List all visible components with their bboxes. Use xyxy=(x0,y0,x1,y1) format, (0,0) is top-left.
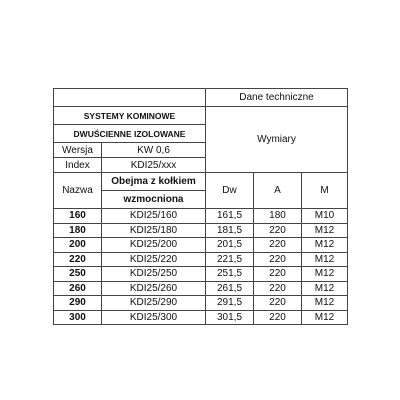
wymiary-header: Wymiary xyxy=(206,107,348,173)
row-kod: KDI25/260 xyxy=(102,281,206,296)
row-nazwa: 260 xyxy=(54,281,102,296)
obejma-header-line1: Obejma z kołkiem xyxy=(102,173,206,191)
table-row xyxy=(54,209,348,224)
row-a: 220 xyxy=(254,296,302,311)
blank-header-cell xyxy=(54,89,206,107)
row-nazwa: 220 xyxy=(54,252,102,267)
row-dw: 301,5 xyxy=(206,310,254,325)
dw-header: Dw xyxy=(206,173,254,209)
row-kod: KDI25/300 xyxy=(102,310,206,325)
row-kod: KDI25/200 xyxy=(102,238,206,253)
row-dw: 261,5 xyxy=(206,281,254,296)
table-row xyxy=(54,223,348,238)
row-a: 180 xyxy=(254,209,302,224)
table-row xyxy=(54,238,348,253)
row-kod: KDI25/180 xyxy=(102,223,206,238)
row-dw: 161,5 xyxy=(206,209,254,224)
row-nazwa: 290 xyxy=(54,296,102,311)
row-a: 220 xyxy=(254,238,302,253)
wersja-label: Wersja xyxy=(54,143,102,158)
row-a: 220 xyxy=(254,310,302,325)
row-nazwa: 250 xyxy=(54,267,102,282)
table-row xyxy=(54,281,348,296)
row-kod: KDI25/290 xyxy=(102,296,206,311)
row-a: 220 xyxy=(254,267,302,282)
row-kod: KDI25/250 xyxy=(102,267,206,282)
obejma-header-line2: wzmocniona xyxy=(102,191,206,209)
row-m: M12 xyxy=(302,281,348,296)
wersja-value: KW 0,6 xyxy=(102,143,206,158)
nazwa-header: Nazwa xyxy=(54,173,102,209)
table-row xyxy=(54,310,348,325)
index-label: Index xyxy=(54,158,102,173)
dane-techniczne-header: Dane techniczne xyxy=(206,89,348,107)
row-dw: 221,5 xyxy=(206,252,254,267)
row-nazwa: 200 xyxy=(54,238,102,253)
table-row xyxy=(54,252,348,267)
row-m: M12 xyxy=(302,238,348,253)
table-row xyxy=(54,267,348,282)
row-dw: 291,5 xyxy=(206,296,254,311)
row-m: M12 xyxy=(302,223,348,238)
row-a: 220 xyxy=(254,252,302,267)
row-a: 220 xyxy=(254,223,302,238)
table-row xyxy=(54,296,348,311)
systemy-kominowe-header: SYSTEMY KOMINOWE xyxy=(54,107,206,125)
row-kod: KDI25/160 xyxy=(102,209,206,224)
row-nazwa: 300 xyxy=(54,310,102,325)
row-m: M10 xyxy=(302,209,348,224)
technical-data-table xyxy=(53,88,348,325)
index-value: KDI25/xxx xyxy=(102,158,206,173)
dwuscienne-izolowane-header: DWUŚCIENNE IZOLOWANE xyxy=(54,125,206,143)
row-m: M12 xyxy=(302,310,348,325)
row-kod: KDI25/220 xyxy=(102,252,206,267)
row-dw: 181,5 xyxy=(206,223,254,238)
m-header: M xyxy=(302,173,348,209)
row-a: 220 xyxy=(254,281,302,296)
row-m: M12 xyxy=(302,267,348,282)
row-dw: 251,5 xyxy=(206,267,254,282)
row-nazwa: 160 xyxy=(54,209,102,224)
row-m: M12 xyxy=(302,252,348,267)
row-dw: 201,5 xyxy=(206,238,254,253)
a-header: A xyxy=(254,173,302,209)
row-nazwa: 180 xyxy=(54,223,102,238)
row-m: M12 xyxy=(302,296,348,311)
